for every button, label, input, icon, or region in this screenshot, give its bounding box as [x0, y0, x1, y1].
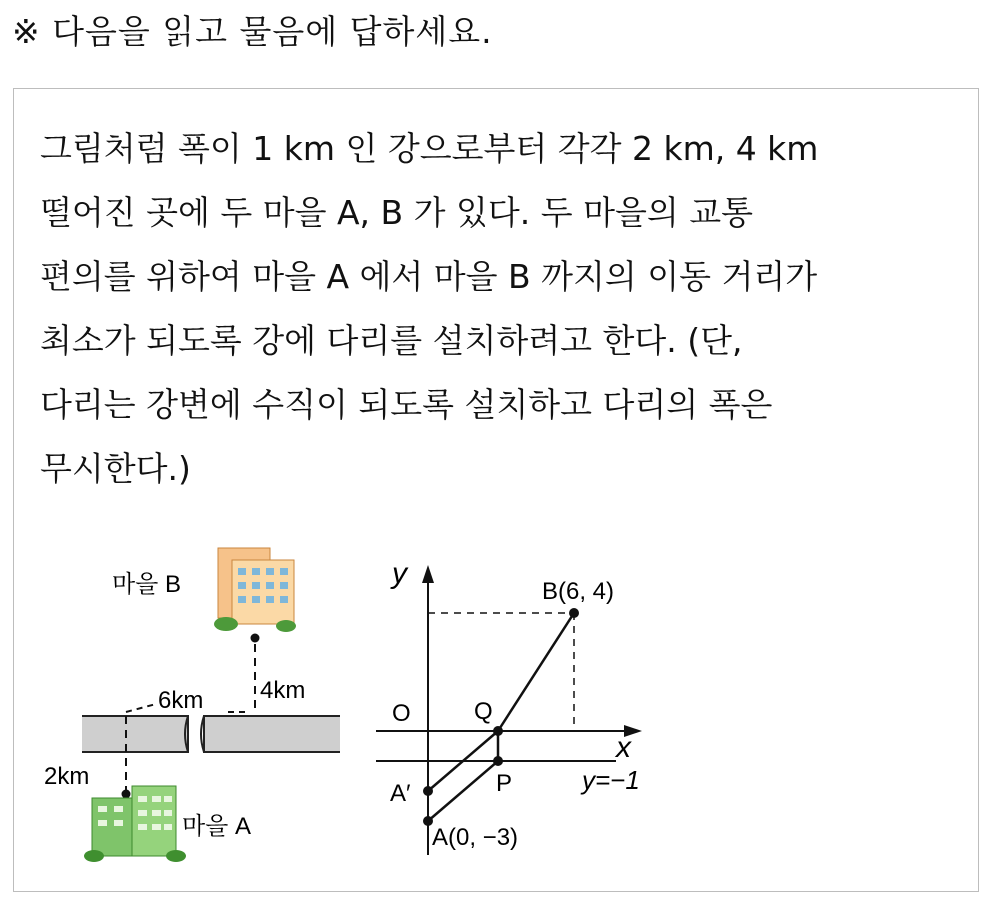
x-axis-label: x: [616, 731, 631, 764]
distance-6km-label: 6km: [158, 687, 204, 714]
problem-line: 무시한다.): [40, 449, 191, 488]
origin-label: O: [392, 700, 411, 727]
y-axis-label: y: [392, 557, 407, 590]
instruction-text: ※ 다음을 읽고 물음에 답하세요.: [12, 12, 493, 51]
village-a-label: 마을 A: [182, 813, 252, 840]
village-b-label: 마을 B: [112, 571, 182, 598]
village-river-figure: [40, 540, 350, 870]
problem-line: 다리는 강변에 수직이 되도록 설치하고 다리의 폭은: [40, 385, 773, 424]
distance-4km-label: 4km: [260, 677, 306, 704]
village-b-building-icon: [214, 548, 296, 632]
problem-text: [40, 117, 970, 501]
point-a-prime-label: A′: [390, 780, 411, 807]
point-p-label: P: [496, 770, 513, 797]
problem-line: 떨어진 곳에 두 마을 A, B 가 있다. 두 마을의 교통: [40, 193, 754, 232]
problem-line: 최소가 되도록 강에 다리를 설치하려고 한다. (단,: [40, 321, 743, 360]
point-b-label: B(6, 4): [542, 578, 615, 605]
point-q-label: Q: [474, 698, 493, 725]
distance-2km-label: 2km: [44, 763, 90, 790]
point-a-label: A(0, −3): [432, 824, 519, 851]
line-y-minus-1-label: y=−1: [582, 765, 640, 795]
village-a-building-icon: [84, 786, 186, 862]
problem-line: 편의를 위하여 마을 A 에서 마을 B 까지의 이동 거리가: [40, 257, 818, 296]
coordinate-figure: [370, 555, 670, 865]
problem-line: 그림처럼 폭이 1 km 인 강으로부터 각각 2 km, 4 km: [40, 129, 819, 168]
